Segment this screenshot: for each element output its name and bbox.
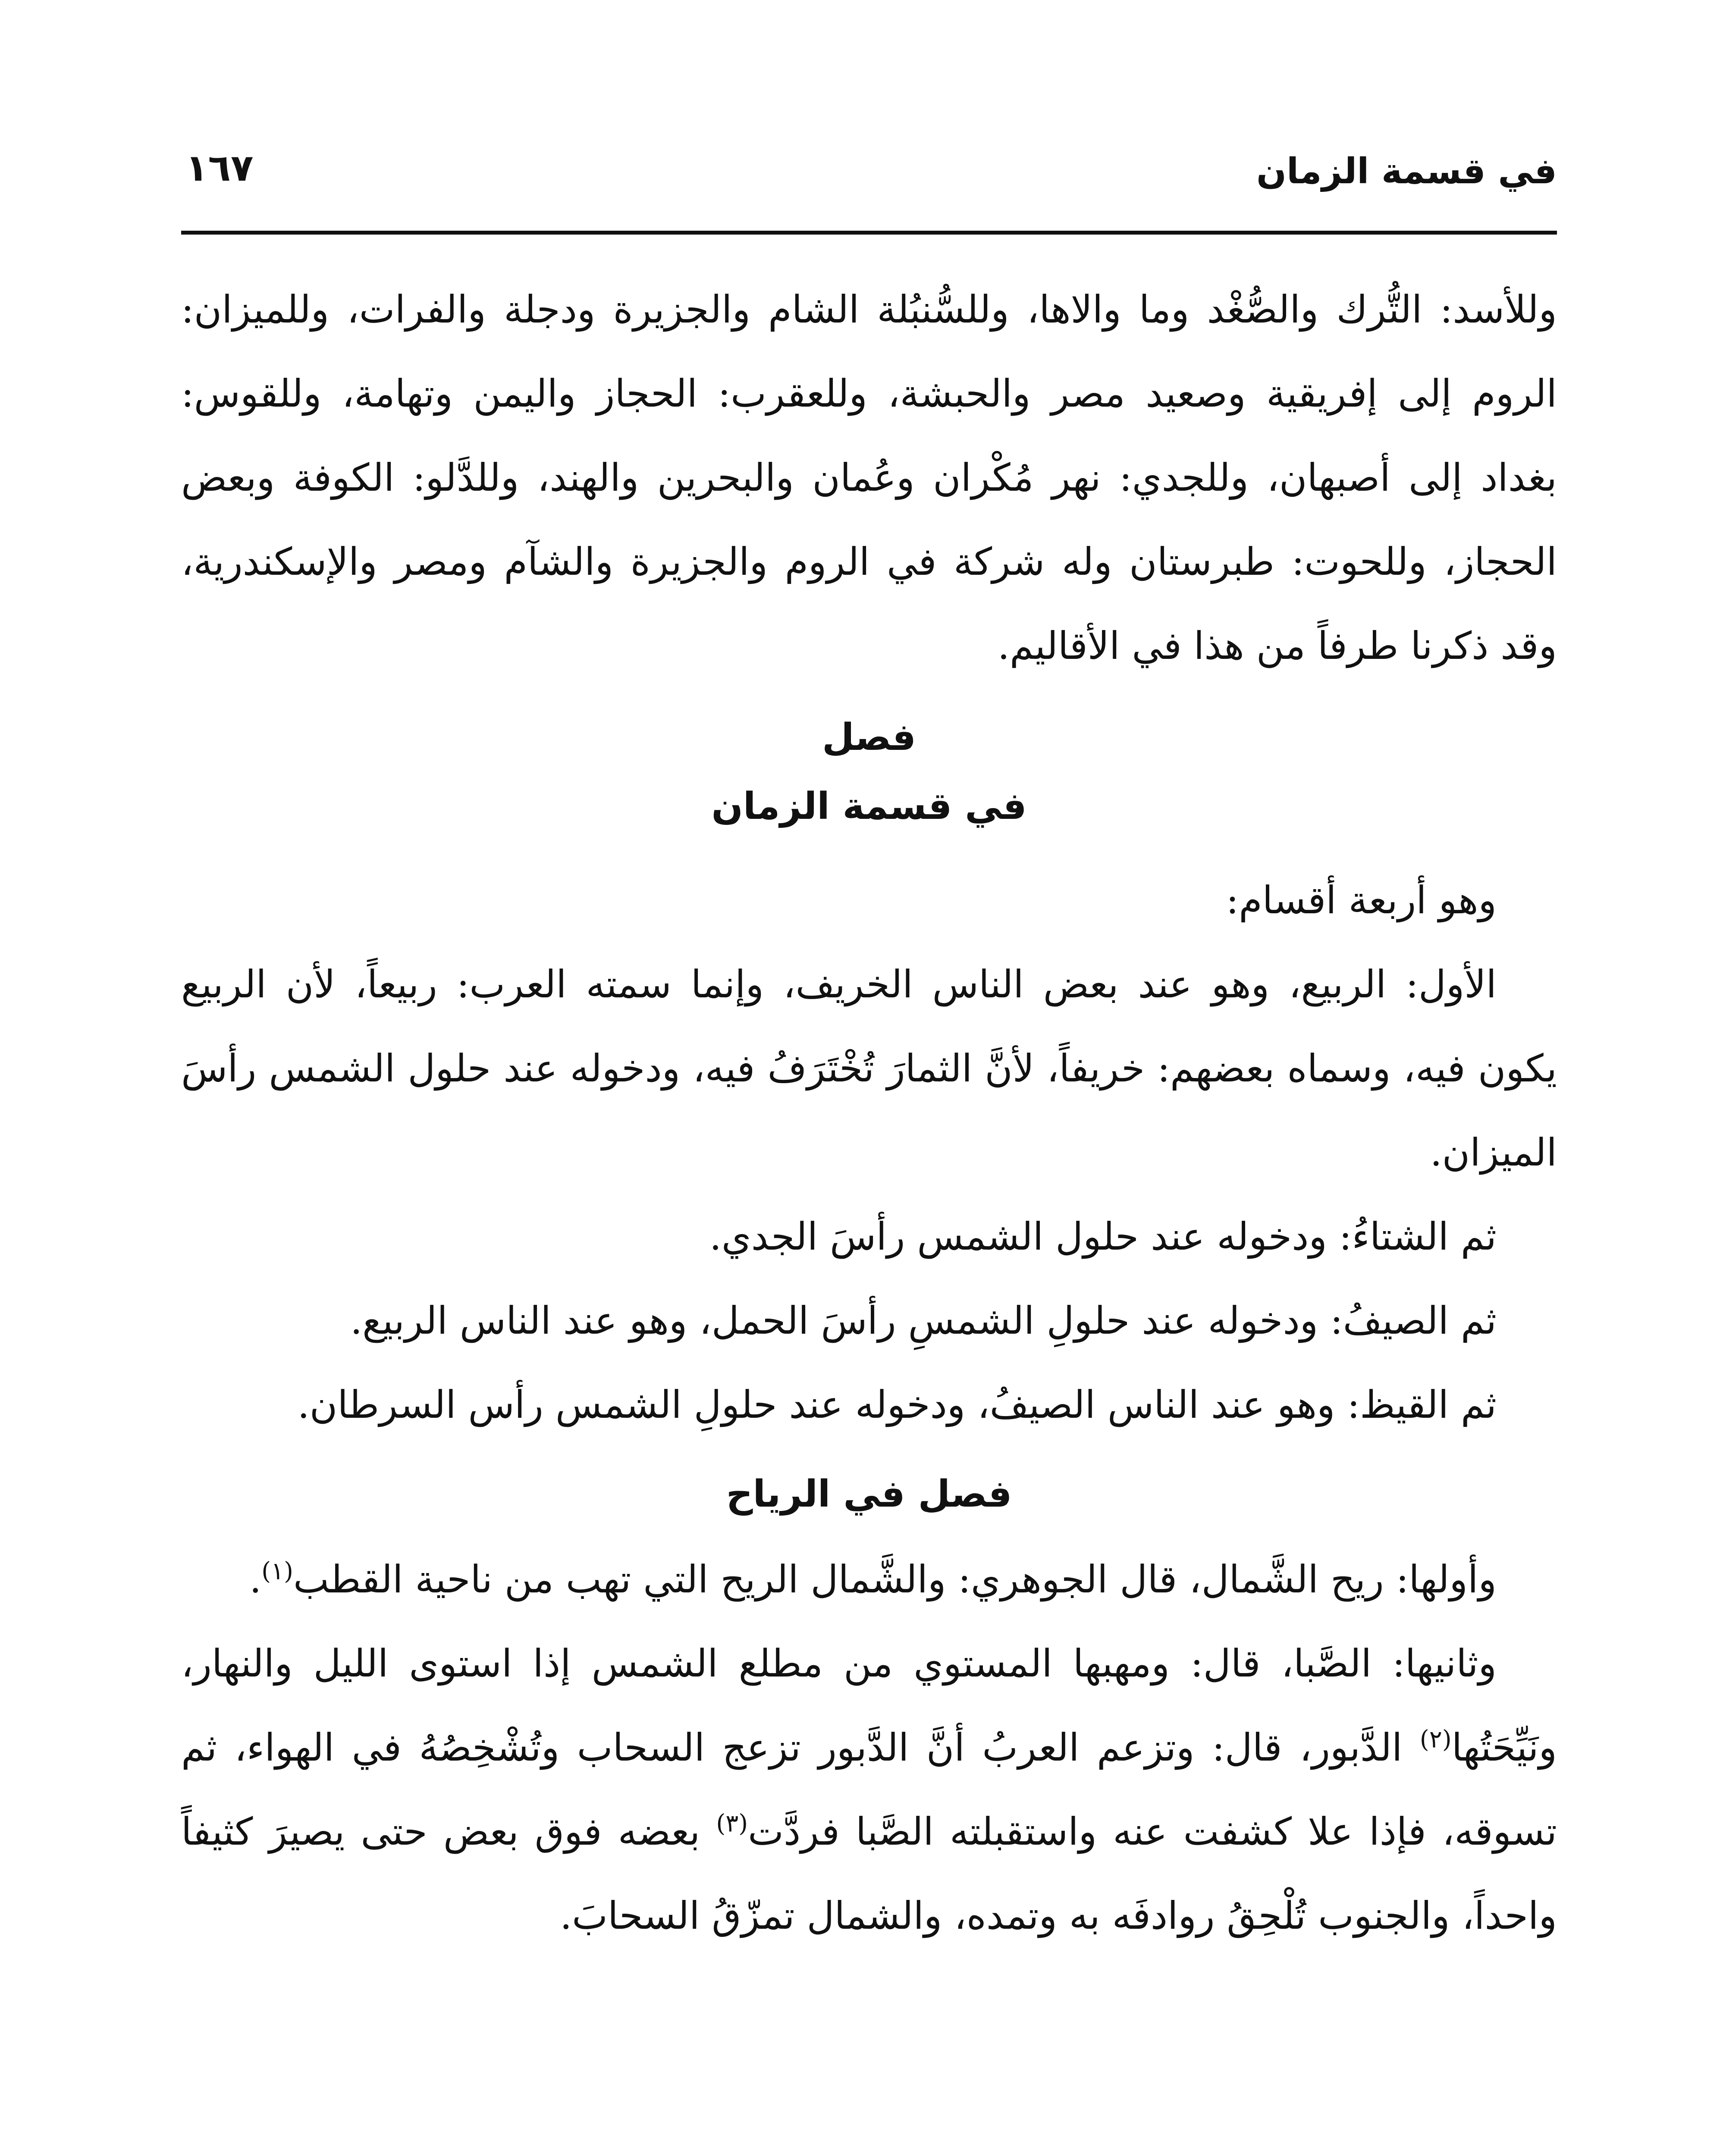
section-heading-winds: فصل في الرياح	[726, 1473, 1012, 1516]
section-heading-fasl: فصل	[822, 716, 916, 759]
footnote-ref-3: (٣)	[716, 1809, 748, 1838]
paragraph-spring: الأول: الربيع، وهو عند بعض الناس الخريف، وإنما سمته العرب: ربيعاً، لأن الربيع يكون فيه، وسماه بعضهم: خريفاً، لأنَّ الثمارَ تُخْتَرَفُ فيه، ودخوله عند حلول الشمس رأسَ الميزان.	[181, 962, 1557, 1175]
paragraph-winter: ثم الشتاءُ: ودخوله عند حلول الشمس رأسَ الجدي.	[709, 1214, 1497, 1259]
page-number: ١٦٧	[185, 147, 254, 190]
main-text	[181, 267, 1557, 1958]
north-wind-text: وأولها: ريح الشَّمال، قال الجوهري: والشَّمال الريح التي تهب من ناحية القطب	[293, 1557, 1497, 1601]
paragraph-east-wind	[181, 1621, 1557, 1958]
paragraph-hot-season: ثم القيظ: وهو عند الناس الصيفُ، ودخوله عند حلولِ الشمس رأس السرطان.	[297, 1382, 1497, 1427]
east-wind-text-c: بعضه فوق بعض حتى يصيرَ كثيفاً واحداً، والجنوب تُلْحِقُ روادفَه به وتمده، والشمال تمزّقُ السحابَ.	[181, 1809, 1557, 1938]
paragraph-north-wind	[181, 1537, 1557, 1621]
section-heading-time-division: في قسمة الزمان	[711, 785, 1027, 828]
running-title: في قسمة الزمان	[1256, 151, 1557, 192]
book-page	[181, 0, 1557, 2156]
paragraph-zodiac-regions: وللأسد: التُّرك والصُّغْد وما والاها، وللسُّنبُلة الشام والجزيرة ودجلة والفرات، وللميزان: الروم إلى إفريقية وصعيد مصر والحبشة، وللعقرب: الحجاز واليمن وتهامة، وللقوس: بغداد إلى أصبهان، وللجدي: نهر مُكْران وعُمان والبحرين والهند، وللدَّلو: الكوفة وبعض الحجاز، وللحوت: طبرستان وله شركة في الروم والجزيرة والشآم ومصر والإسكندرية، وقد ذكرنا طرفاً من هذا في الأقاليم.	[181, 287, 1557, 668]
header-rule	[181, 231, 1557, 235]
paragraph-summer: ثم الصيفُ: ودخوله عند حلولِ الشمسِ رأسَ الحمل، وهو عند الناس الربيع.	[350, 1298, 1497, 1343]
paragraph-four-parts: وهو أربعة أقسام:	[1226, 878, 1497, 922]
east-wind-text-a: وثانيها: الصَّبا، قال: ومهبها المستوي من مطلع الشمس إذا استوى الليل والنهار، ونَيِّحَتُها	[181, 1641, 1557, 1770]
footnote-ref-2: (٢)	[1419, 1725, 1452, 1754]
running-header	[181, 142, 1557, 216]
north-wind-end: .	[249, 1557, 262, 1601]
east-wind-text-b: الدَّبور، قال: وتزعم العربُ أنَّ الدَّبور تزعج السحاب وتُشْخِصُهُ في الهواء، ثم تسوقه، فإذا علا كشفت عنه واستقبلته الصَّبا فردَّت	[181, 1725, 1557, 1854]
footnote-ref-1: (١)	[261, 1557, 294, 1586]
